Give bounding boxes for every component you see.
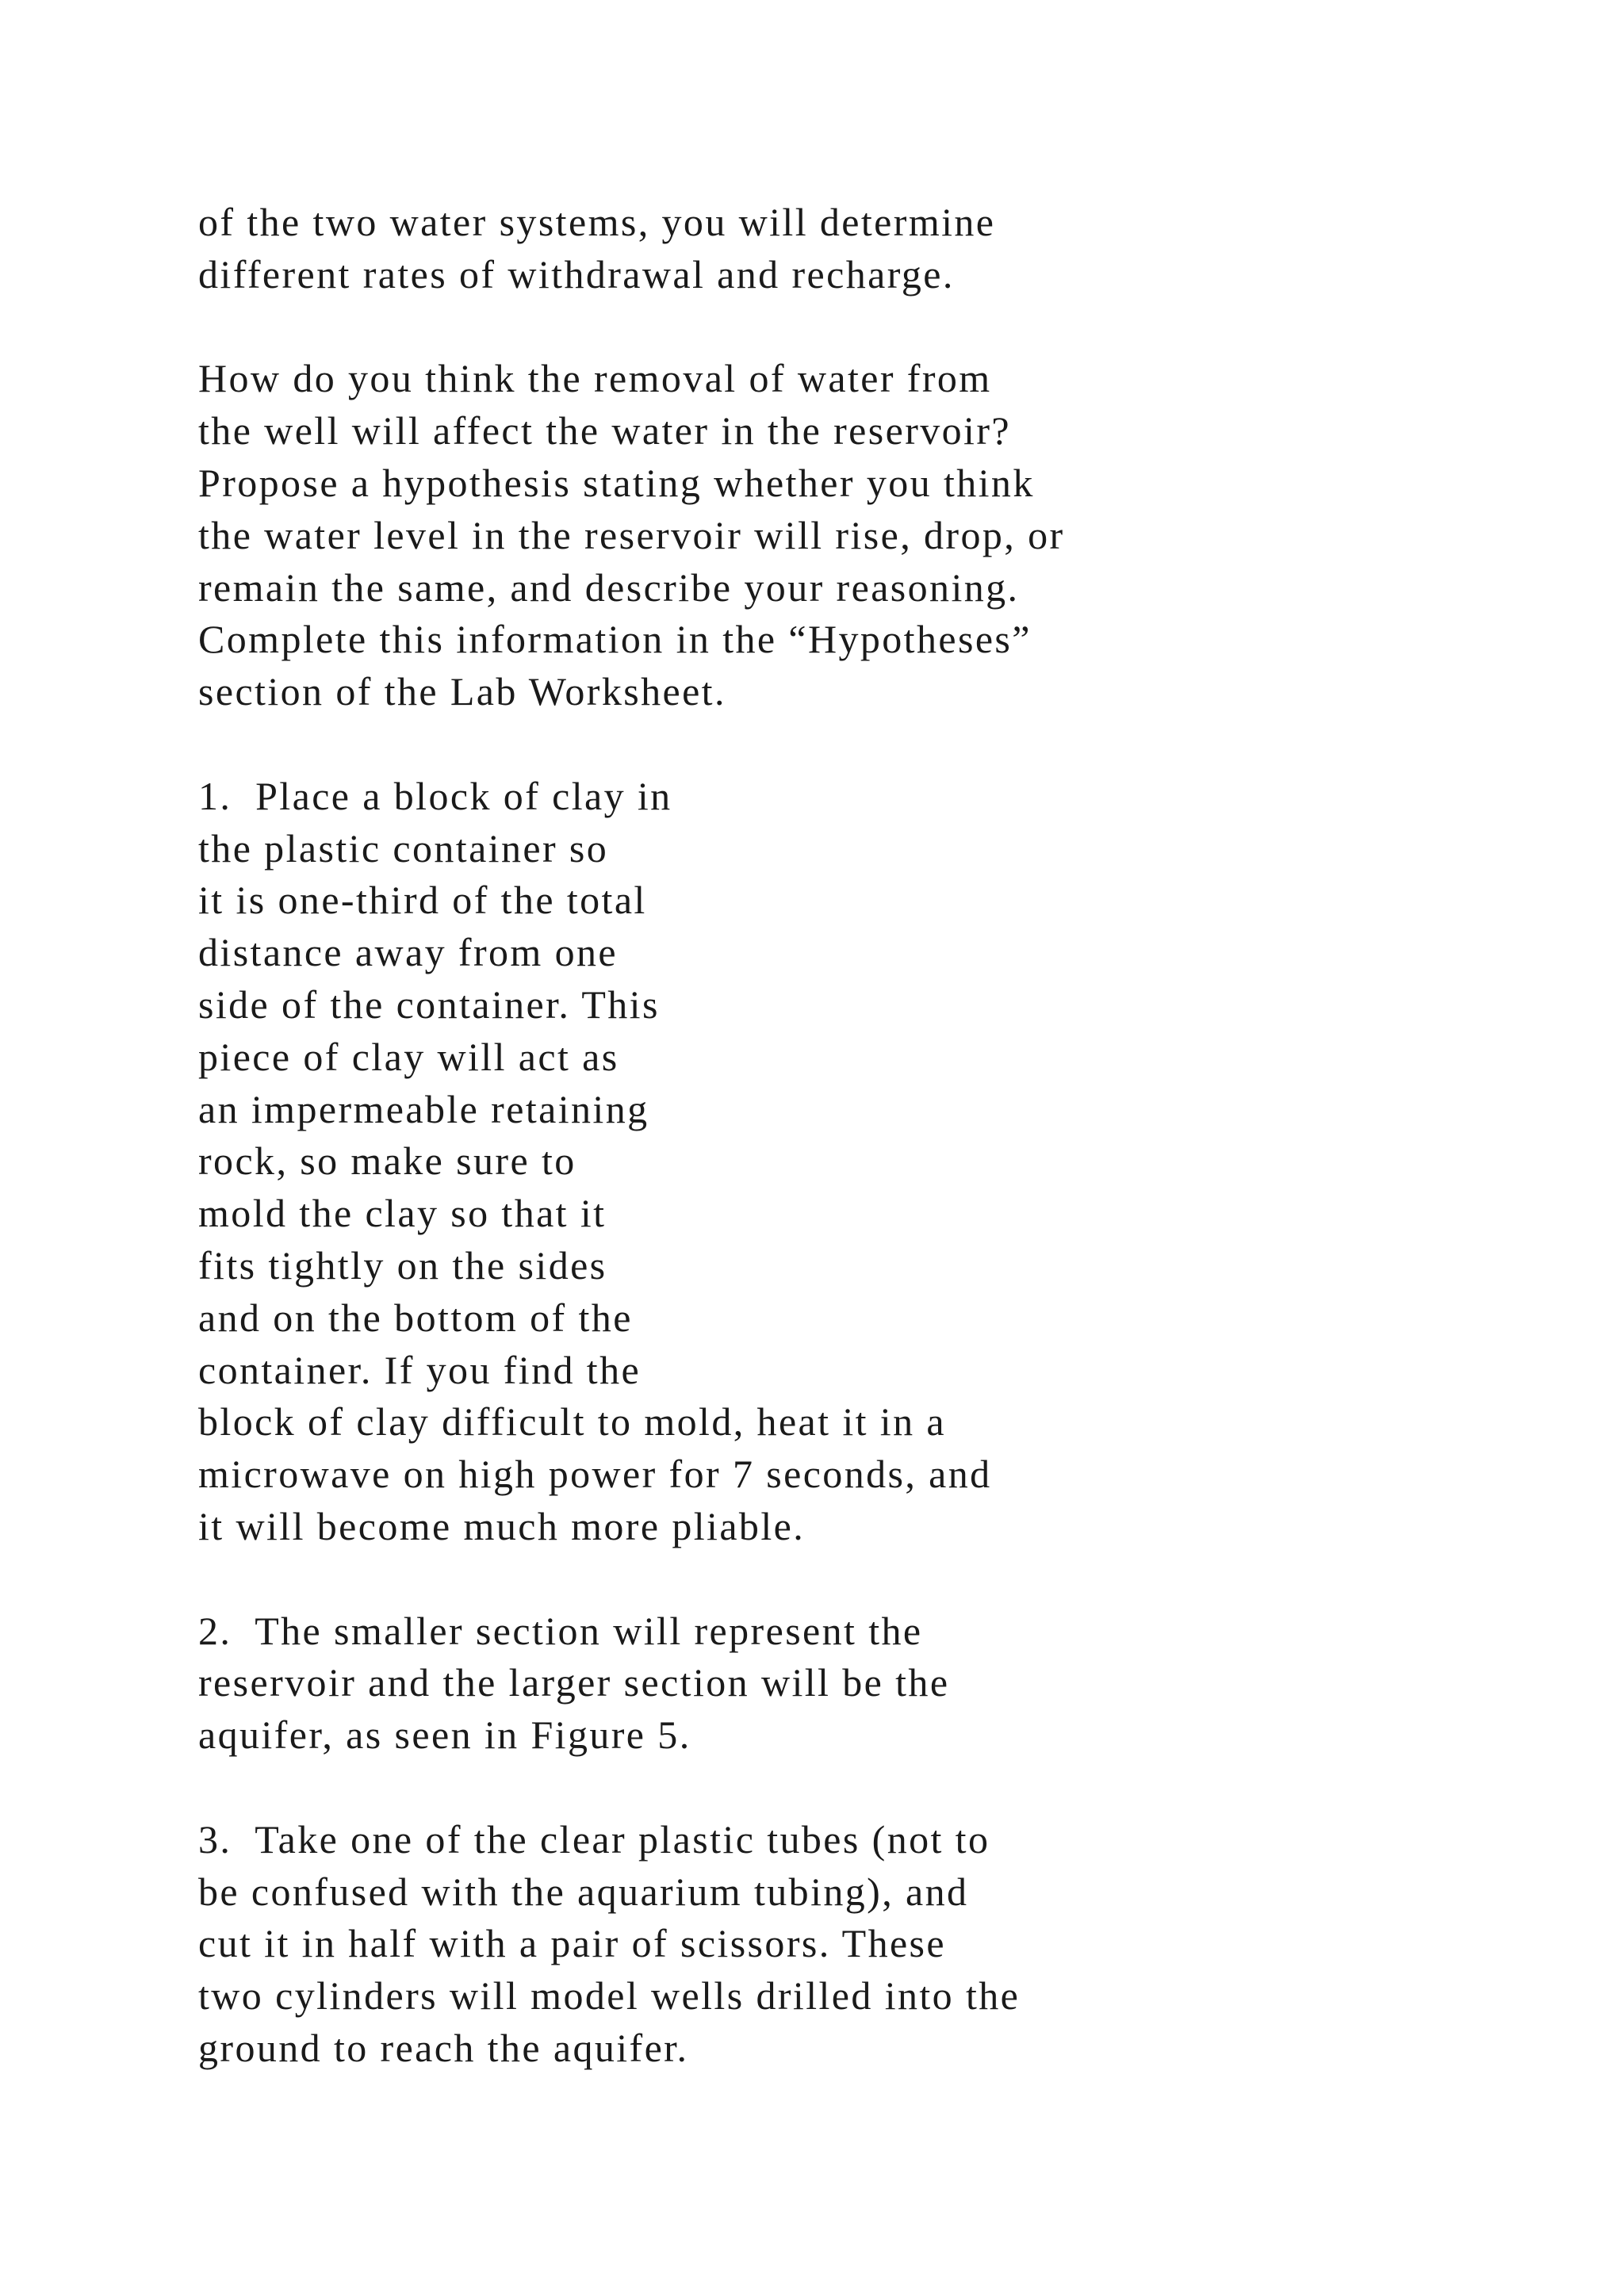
text-line: How do you think the removal of water from xyxy=(198,356,992,401)
text-line: rock, so make sure to xyxy=(198,1138,576,1184)
text-line: different rates of withdrawal and recharge. xyxy=(198,251,955,297)
text-line: two cylinders will model wells drilled into the xyxy=(198,1973,1021,2019)
text-line: cut it in half with a pair of scissors. These xyxy=(198,1921,947,1966)
text-line: microwave on high power for 7 seconds, and xyxy=(198,1452,992,1497)
text-line: the water level in the reservoir will rise, drop, or xyxy=(198,512,1065,557)
text-line: reservoir and the larger section will be the xyxy=(198,1660,950,1705)
paragraph-intro xyxy=(198,197,1546,301)
text-line: the well will affect the water in the reservoir? xyxy=(198,408,1011,453)
paragraph-step-1 xyxy=(198,771,1546,1553)
paragraph-hypothesis xyxy=(198,353,1546,718)
text-line: remain the same, and describe your reasoning. xyxy=(198,564,1020,610)
text-line: fits tightly on the sides xyxy=(198,1242,607,1288)
text-line: Complete this information in the “Hypotheses” xyxy=(198,617,1032,662)
paragraph-spacer xyxy=(198,301,1546,354)
text-line: container. If you find the xyxy=(198,1347,642,1392)
text-line: Propose a hypothesis stating whether you think xyxy=(198,460,1035,505)
text-line: the plastic container so xyxy=(198,825,609,871)
document-body xyxy=(198,197,1546,2075)
paragraph-spacer xyxy=(198,718,1546,771)
text-line: an impermeable retaining xyxy=(198,1086,649,1131)
paragraph-step-3 xyxy=(198,1814,1546,2075)
text-line: and on the bottom of the xyxy=(198,1295,633,1340)
paragraph-spacer xyxy=(198,1762,1546,1814)
text-line: aquifer, as seen in Figure 5. xyxy=(198,1712,691,1758)
text-line: it will become much more pliable. xyxy=(198,1503,806,1548)
text-line: distance away from one xyxy=(198,930,618,975)
text-line: 3. Take one of the clear plastic tubes (not to xyxy=(198,1816,990,1862)
text-line: ground to reach the aquifer. xyxy=(198,2025,689,2070)
text-line: it is one-third of the total xyxy=(198,878,647,923)
text-line: piece of clay will act as xyxy=(198,1034,619,1079)
text-line: section of the Lab Worksheet. xyxy=(198,669,726,714)
text-line: of the two water systems, you will determine xyxy=(198,200,996,244)
text-line: 1. Place a block of clay in xyxy=(198,773,672,818)
text-line: be confused with the aquarium tubing), and xyxy=(198,1869,969,1914)
text-line: side of the container. This xyxy=(198,982,660,1027)
text-line: 2. The smaller section will represent the xyxy=(198,1608,923,1653)
text-line: mold the clay so that it xyxy=(198,1191,607,1236)
paragraph-spacer xyxy=(198,1553,1546,1605)
text-line: block of clay difficult to mold, heat it in a xyxy=(198,1399,946,1445)
paragraph-step-2 xyxy=(198,1605,1546,1762)
